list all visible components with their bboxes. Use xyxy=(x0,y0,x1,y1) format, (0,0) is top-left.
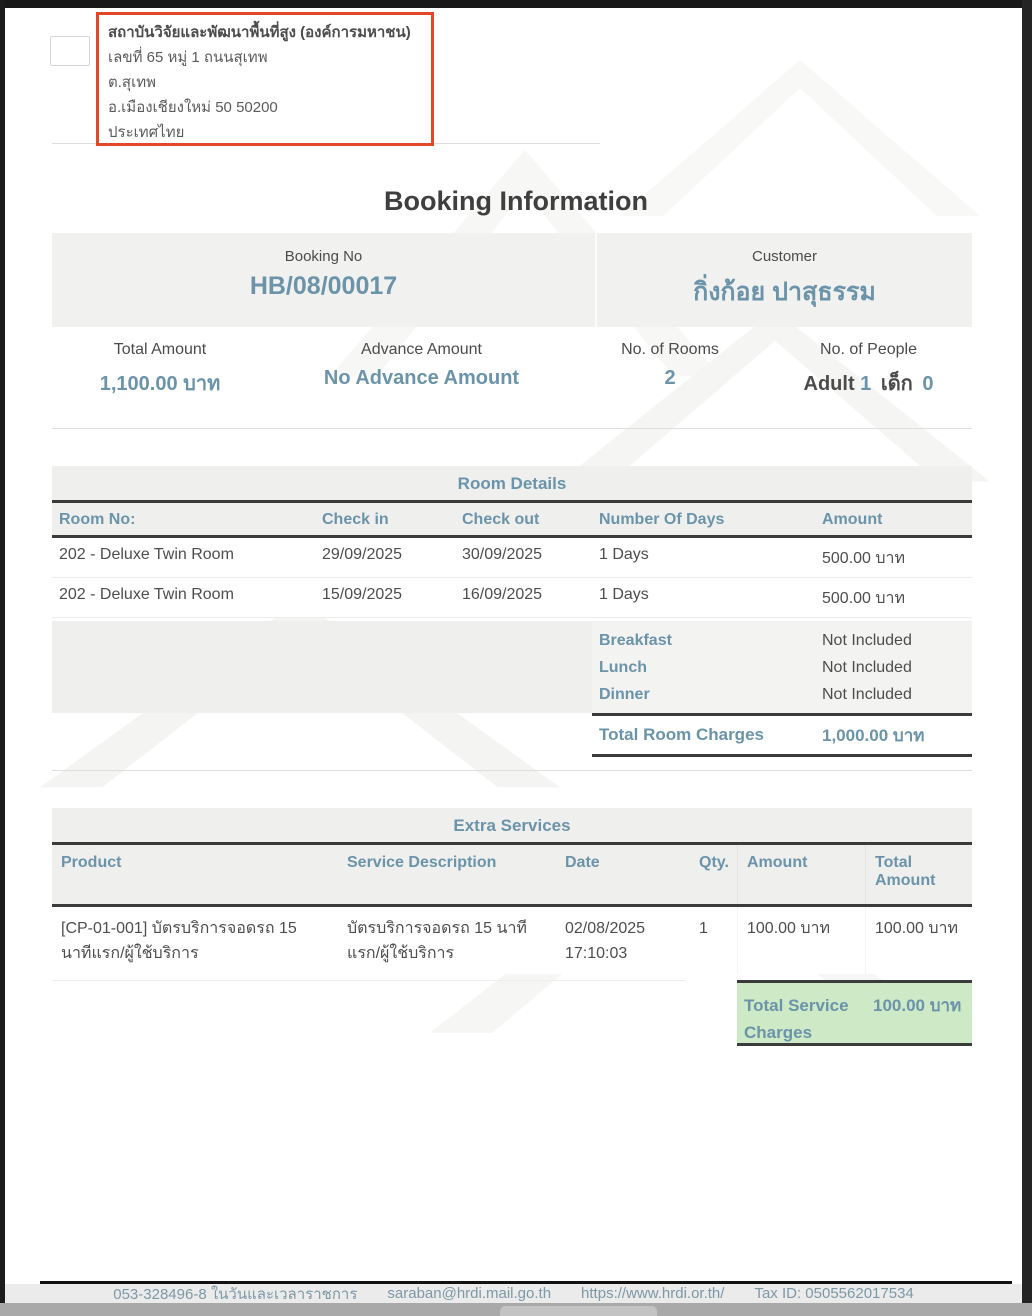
sender-address-line: ต.สุเทพ xyxy=(108,74,156,91)
divider-line xyxy=(52,980,685,981)
total-room-charges-row xyxy=(592,713,972,757)
room-details-header-row xyxy=(52,503,972,538)
stat-no-of-rooms xyxy=(575,339,765,399)
col-header-amount: Amount xyxy=(822,511,883,528)
cell-amount: 100.00 บาท xyxy=(737,907,865,974)
col-header-amount: Amount xyxy=(737,845,865,904)
adult-count: 1 xyxy=(860,373,872,395)
adult-label: Adult xyxy=(803,373,855,395)
stat-no-of-people xyxy=(765,339,972,399)
cell-room-no: 202 - Deluxe Twin Room xyxy=(59,546,234,563)
meal-value: Not Included xyxy=(822,685,912,703)
col-header-check-out: Check out xyxy=(462,511,540,528)
cell-qty: 1 xyxy=(699,920,708,937)
room-details-title: Room Details xyxy=(52,466,972,503)
sender-address-line: ประเทศไทย xyxy=(108,124,185,141)
cell-days: 1 Days xyxy=(599,546,649,563)
divider-line xyxy=(52,770,972,771)
viewer-top-edge xyxy=(0,0,1032,8)
child-count: 0 xyxy=(922,373,934,395)
footer-contact-bar xyxy=(5,1284,1022,1303)
col-header-description: Service Description xyxy=(347,854,497,871)
stat-label: Total Amount xyxy=(113,341,207,358)
col-header-product: Product xyxy=(61,854,122,871)
viewer-left-edge xyxy=(0,0,5,1303)
col-header-days: Number Of Days xyxy=(599,511,725,528)
viewer-right-edge xyxy=(1022,0,1032,1303)
footer-email-link[interactable]: saraban@hrdi.mail.go.th xyxy=(387,1285,552,1302)
meal-row xyxy=(592,654,972,681)
meals-block xyxy=(52,621,972,713)
select-checkbox[interactable] xyxy=(50,36,90,66)
meal-value: Not Included xyxy=(822,658,912,676)
stat-value xyxy=(765,367,972,399)
stat-value: No Advance Amount xyxy=(323,367,520,389)
meal-row xyxy=(592,681,972,708)
extra-services-header-row xyxy=(52,845,972,907)
customer-cell xyxy=(597,233,972,327)
sender-name: สถาบันวิจัยและพัฒนาพื้นที่สูง (องค์การมหาชน) xyxy=(108,24,411,41)
sender-address-line: อ.เมืองเชียงใหม่ 50 50200 xyxy=(108,99,278,116)
cell-amount: 500.00 บาท xyxy=(822,550,906,567)
extra-services-title: Extra Services xyxy=(52,808,972,845)
customer-label: Customer xyxy=(751,248,818,265)
col-header-room-no: Room No: xyxy=(59,511,136,528)
meals-list xyxy=(592,621,972,713)
cell-check-out: 30/09/2025 xyxy=(462,546,543,563)
customer-name: กิ่งก้อย ปาสุธรรม xyxy=(693,278,876,306)
booking-no-cell xyxy=(52,233,597,327)
stat-value: 1,100.00 บาท xyxy=(99,373,221,395)
booking-no-value: HB/08/00017 xyxy=(249,272,398,300)
watermark-chevron xyxy=(620,60,980,260)
cell-date: 02/08/2025 17:10:03 xyxy=(565,920,646,962)
cell-amount: 500.00 บาท xyxy=(822,590,906,607)
table-row xyxy=(52,538,972,578)
stat-label: No. of People xyxy=(820,341,917,358)
stat-label: No. of Rooms xyxy=(621,341,719,358)
meal-label-dinner: Dinner xyxy=(599,685,650,703)
sender-address-highlight-box xyxy=(96,12,434,146)
meal-value: Not Included xyxy=(822,631,912,649)
cell-days: 1 Days xyxy=(599,586,649,603)
stat-advance-amount xyxy=(268,339,575,399)
footer-tax-id: Tax ID: 0505562017534 xyxy=(754,1285,914,1302)
booking-stats-row xyxy=(52,339,972,399)
page-title: Booking Information xyxy=(384,186,648,216)
booking-no-label: Booking No xyxy=(284,248,363,265)
cell-check-out: 16/09/2025 xyxy=(462,586,543,603)
total-room-charges-value: 1,000.00 บาท xyxy=(822,725,925,745)
col-header-date: Date xyxy=(565,854,600,871)
footer-website-link[interactable]: https://www.hrdi.or.th/ xyxy=(581,1285,725,1302)
table-row xyxy=(52,578,972,618)
cell-product: [CP-01-001] บัตรบริการจอดรถ 15 นาทีแรก/ผู้ใช้บริการ xyxy=(61,920,297,962)
cell-description: บัตรบริการจอดรถ 15 นาที แรก/ผู้ใช้บริการ xyxy=(347,920,527,962)
sender-address-line: เลขที่ 65 หมู่ 1 ถนนสุเทพ xyxy=(108,49,268,66)
total-service-charges-row xyxy=(737,980,972,1046)
stat-total-amount xyxy=(52,339,268,399)
cell-room-no: 202 - Deluxe Twin Room xyxy=(59,586,234,603)
room-details-table xyxy=(52,466,972,618)
meal-row xyxy=(592,627,972,654)
col-header-check-in: Check in xyxy=(322,511,389,528)
horizontal-scrollbar-thumb[interactable] xyxy=(500,1306,657,1316)
meal-label-breakfast: Breakfast xyxy=(599,631,672,649)
stat-label: Advance Amount xyxy=(361,341,482,358)
table-row xyxy=(52,907,972,974)
total-service-charges-label: Total Service Charges xyxy=(744,996,849,1042)
cell-check-in: 15/09/2025 xyxy=(322,586,403,603)
extra-services-table xyxy=(52,808,972,974)
cell-check-in: 29/09/2025 xyxy=(322,546,403,563)
total-room-charges-label: Total Room Charges xyxy=(599,725,764,744)
stat-value: 2 xyxy=(664,367,676,389)
meal-label-lunch: Lunch xyxy=(599,658,647,676)
child-label: เด็ก xyxy=(880,373,913,395)
cell-total-amount: 100.00 บาท xyxy=(865,907,972,974)
total-service-charges-value: 100.00 บาท xyxy=(873,996,962,1015)
col-header-total-amount: Total Amount xyxy=(865,845,972,904)
footer-phone: 053-328496-8 ในวันและเวลาราชการ xyxy=(113,1285,358,1303)
col-header-qty: Qty. xyxy=(699,854,729,871)
divider-line xyxy=(52,428,972,429)
booking-summary-panel xyxy=(52,233,972,327)
